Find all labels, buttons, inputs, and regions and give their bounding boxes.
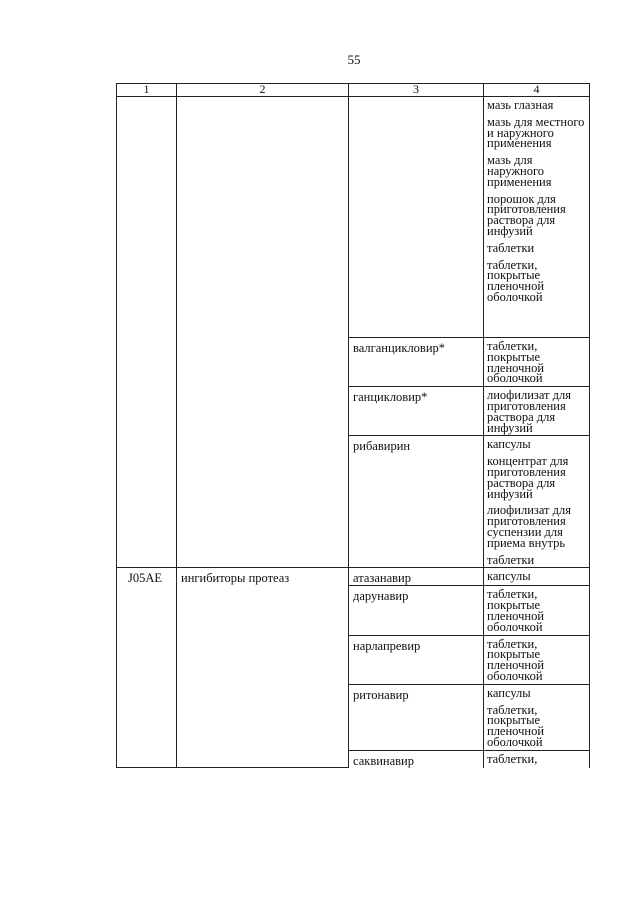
drug-name-cell xyxy=(349,750,484,768)
drug-table xyxy=(116,83,590,768)
table-row xyxy=(117,568,590,586)
forms-cell xyxy=(484,436,590,568)
forms-cell xyxy=(484,338,590,387)
dosage-form: таблетки xyxy=(487,552,535,567)
drug-name: валганцикловир* xyxy=(353,341,446,355)
dosage-form: лиофилизат для приготовления суспензии для приема внутрь xyxy=(487,503,571,550)
atc-code-cell xyxy=(117,568,177,768)
dosage-form: таблетки, покрытые пленочной оболочкой xyxy=(487,636,545,683)
column-header-1: 1 xyxy=(117,84,177,97)
drug-name-cell xyxy=(349,586,484,635)
dosage-form: лиофилизат для приготовления раствора для инфузий xyxy=(487,388,571,435)
drug-name: атазанавир xyxy=(353,571,411,586)
drug-name-cell xyxy=(349,338,484,387)
drug-name: дарунавир xyxy=(353,589,409,604)
dosage-form: таблетки, покрытые пленочной оболочкой xyxy=(487,702,545,749)
column-header-2: 2 xyxy=(177,84,349,97)
drug-name-cell xyxy=(349,387,484,436)
forms-cell xyxy=(484,635,590,684)
header-row xyxy=(117,84,590,97)
dosage-form: концентрат для приготовления раствора для инфузий xyxy=(487,454,569,501)
forms-cell xyxy=(484,97,590,338)
column-header-4: 4 xyxy=(484,84,590,97)
group-cell-empty xyxy=(177,97,349,568)
drug-name: саквинавир xyxy=(353,753,414,768)
dosage-form: таблетки, покрытые пленочной оболочкой xyxy=(487,587,545,634)
column-header-3: 3 xyxy=(349,84,484,97)
dosage-form: мазь глазная xyxy=(487,98,554,112)
dosage-form: капсулы xyxy=(487,437,531,452)
dosage-form: мазь для местного и наружного применения xyxy=(487,114,585,151)
dosage-form: порошок для приготовления раствора для инфузий xyxy=(487,191,566,238)
code-cell-empty xyxy=(117,97,177,568)
dosage-form: таблетки, покрытые пленочной оболочкой xyxy=(487,257,545,304)
table-row xyxy=(117,97,590,338)
page-number: 55 xyxy=(347,52,361,67)
drug-name: рибавирин xyxy=(353,439,411,454)
group-name: ингибиторы протеаз xyxy=(181,571,290,586)
drug-name: ритонавир xyxy=(353,687,409,702)
drug-name-cell xyxy=(349,436,484,568)
forms-cell xyxy=(484,684,590,750)
dosage-form: таблетки, покрытые пленочной оболочкой xyxy=(487,339,545,386)
drug-name-cell xyxy=(349,684,484,750)
dosage-form: капсулы xyxy=(487,569,531,584)
dosage-form: капсулы xyxy=(487,685,531,700)
dosage-form: таблетки xyxy=(487,240,535,255)
drug-name: нарлапревир xyxy=(353,638,421,653)
group-name-cell xyxy=(177,568,349,768)
forms-cell xyxy=(484,387,590,436)
drug-cell-empty xyxy=(349,97,484,338)
drug-name-cell xyxy=(349,568,484,586)
dosage-form: мазь для наружного применения xyxy=(487,153,552,189)
forms-cell xyxy=(484,586,590,635)
forms-cell xyxy=(484,568,590,586)
drug-name-cell xyxy=(349,635,484,684)
atc-code: J05AE xyxy=(127,571,163,586)
dosage-form: таблетки, xyxy=(487,751,538,766)
drug-name: ганцикловир* xyxy=(353,390,428,405)
forms-cell xyxy=(484,750,590,768)
